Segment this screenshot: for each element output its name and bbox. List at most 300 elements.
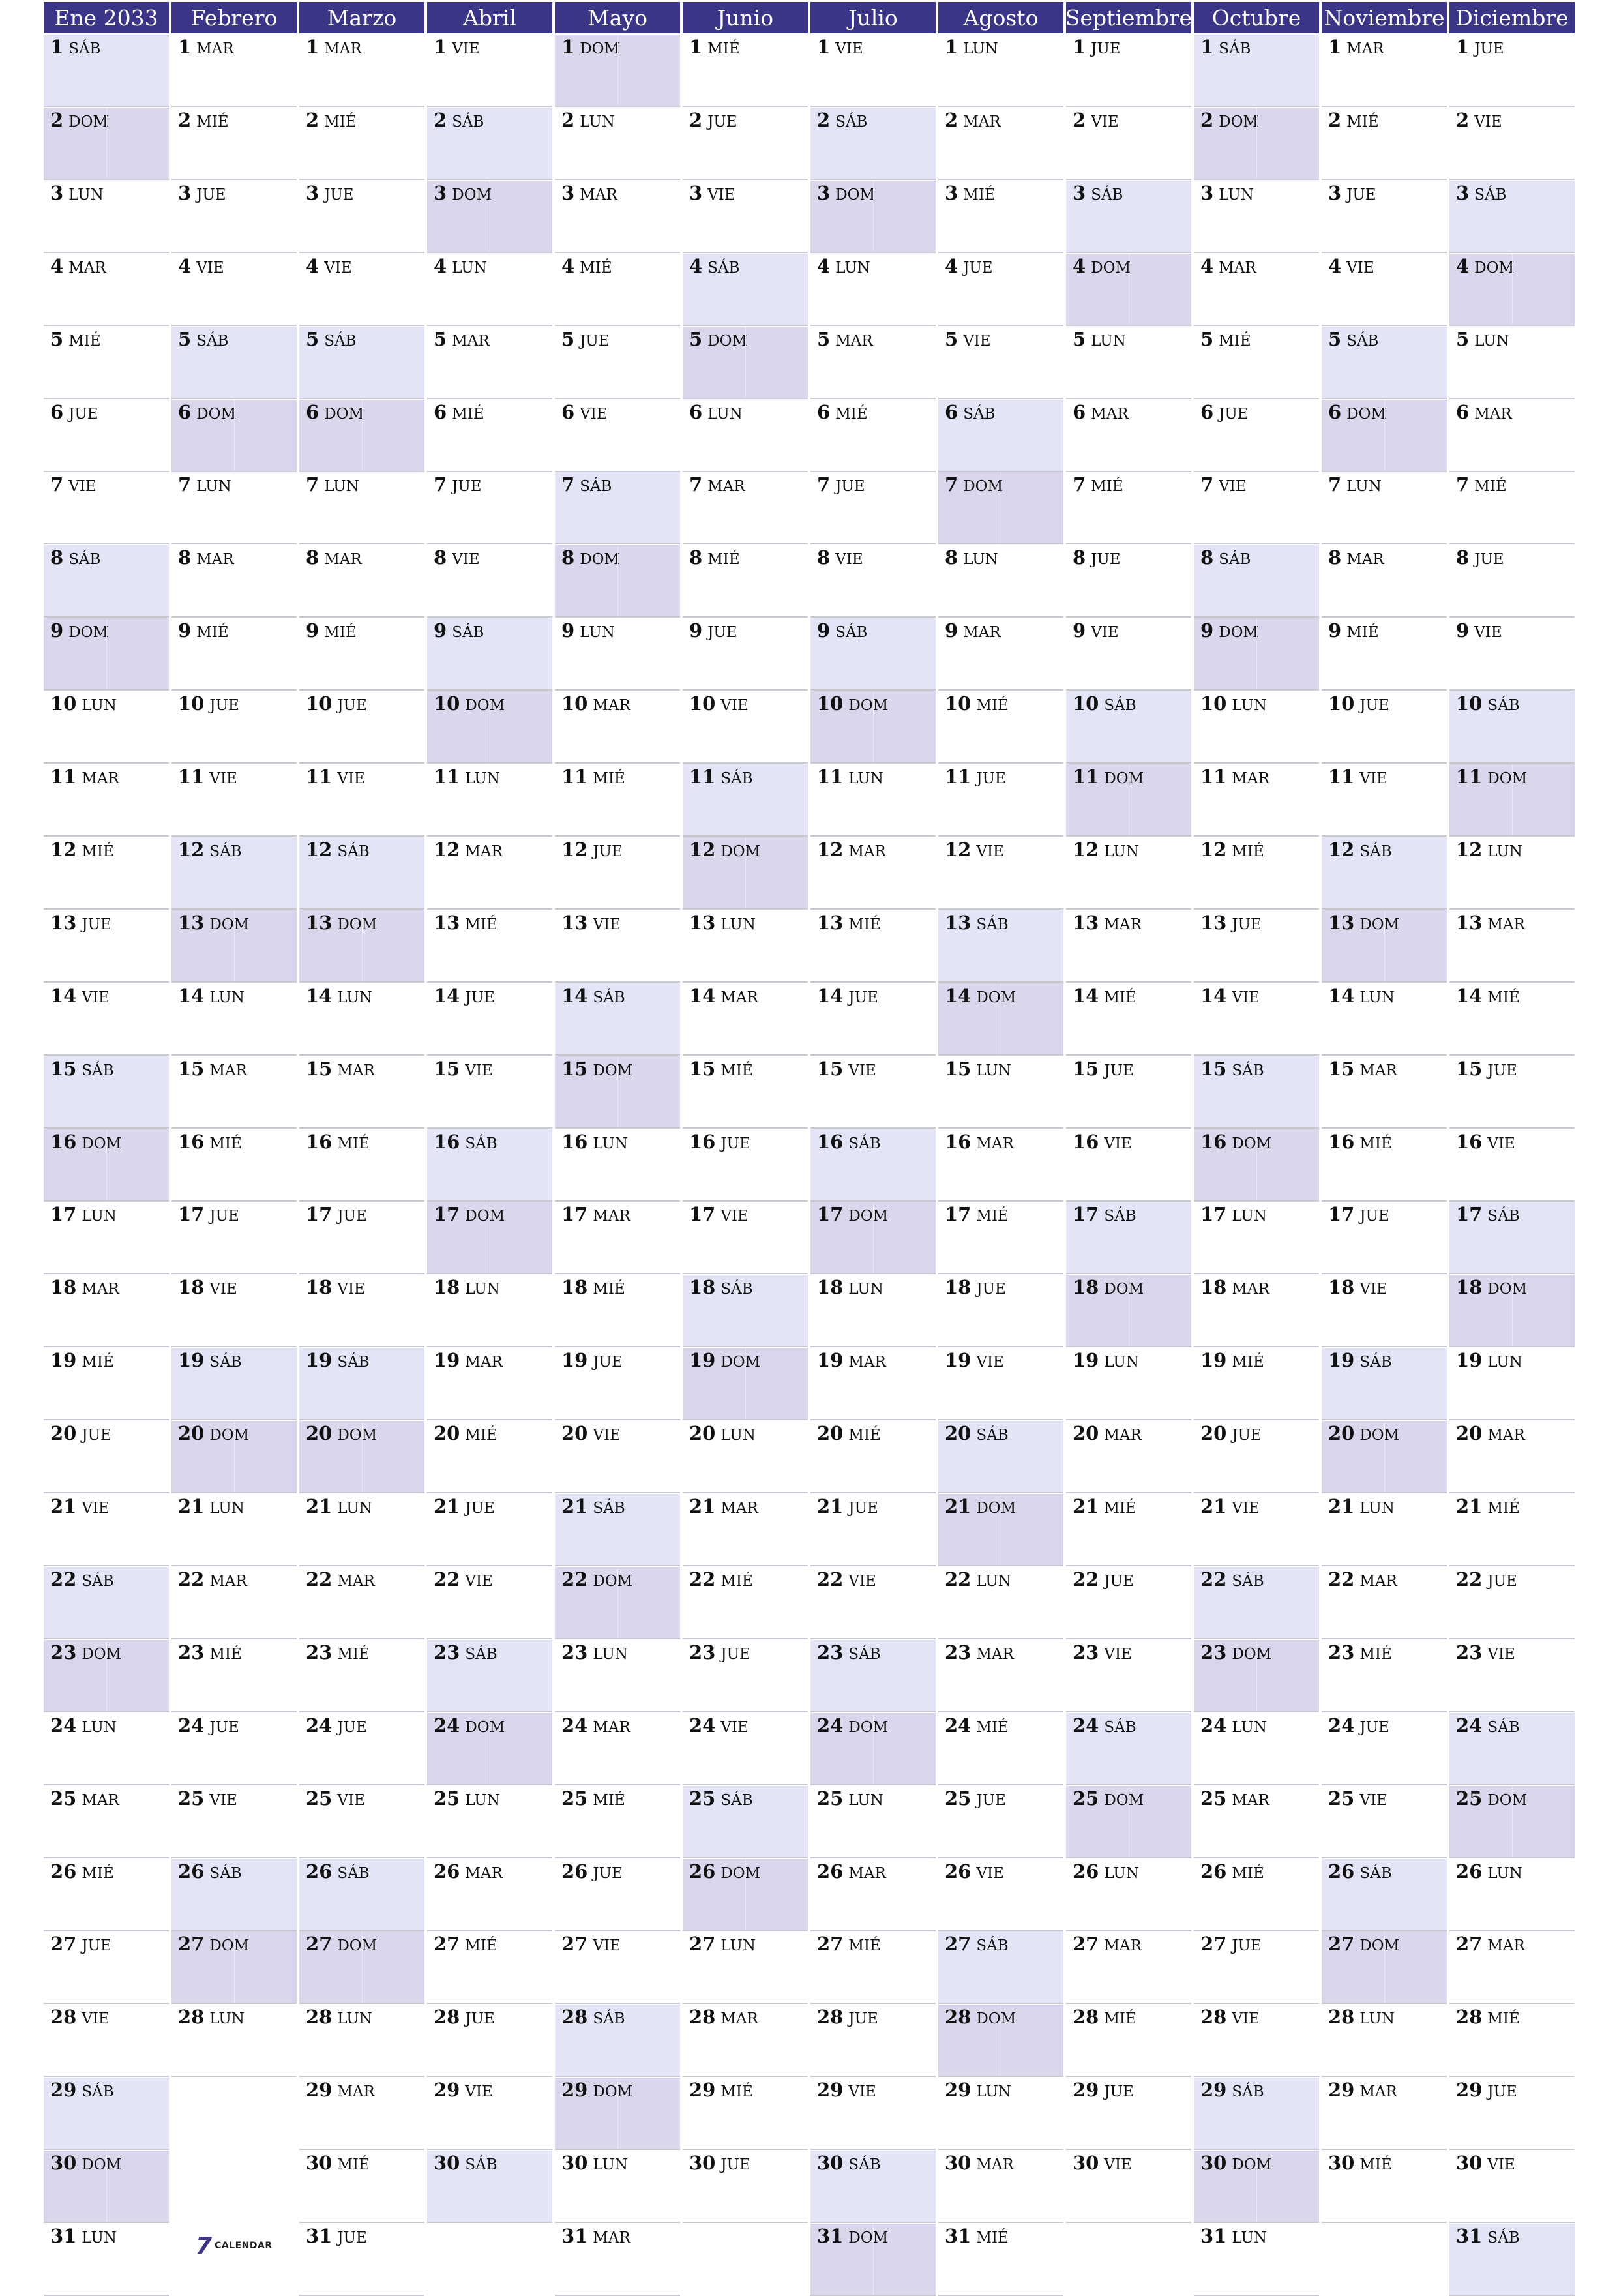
day-cell[interactable] bbox=[810, 983, 936, 1056]
day-cell[interactable] bbox=[299, 472, 424, 544]
day-cell[interactable] bbox=[171, 764, 297, 837]
day-cell[interactable] bbox=[1322, 327, 1447, 399]
day-cell[interactable] bbox=[1194, 1129, 1319, 1202]
day-cell[interactable] bbox=[1322, 181, 1447, 253]
day-cell[interactable] bbox=[683, 1494, 808, 1566]
day-cell[interactable] bbox=[938, 1056, 1063, 1129]
day-cell[interactable] bbox=[810, 2151, 936, 2223]
day-cell[interactable] bbox=[1066, 400, 1191, 472]
day-cell[interactable] bbox=[555, 1931, 680, 2004]
day-cell[interactable] bbox=[938, 2005, 1063, 2077]
day-cell[interactable] bbox=[938, 910, 1063, 983]
day-cell[interactable] bbox=[1066, 910, 1191, 983]
day-cell[interactable] bbox=[555, 2078, 680, 2150]
day-cell[interactable] bbox=[810, 1494, 936, 1566]
day-cell[interactable] bbox=[1066, 1421, 1191, 1493]
day-cell[interactable] bbox=[299, 1421, 424, 1493]
day-cell[interactable] bbox=[427, 1421, 552, 1493]
day-cell[interactable] bbox=[555, 764, 680, 837]
day-cell[interactable] bbox=[44, 1202, 169, 1274]
day-cell[interactable] bbox=[810, 327, 936, 399]
day-cell[interactable] bbox=[938, 400, 1063, 472]
day-cell[interactable] bbox=[810, 181, 936, 253]
day-cell[interactable] bbox=[44, 2078, 169, 2150]
day-cell[interactable] bbox=[810, 1348, 936, 1420]
day-cell[interactable] bbox=[171, 35, 297, 107]
day-cell[interactable] bbox=[810, 837, 936, 910]
day-cell[interactable] bbox=[1194, 618, 1319, 691]
day-cell[interactable] bbox=[555, 2005, 680, 2077]
day-cell[interactable] bbox=[44, 983, 169, 1056]
day-cell[interactable] bbox=[427, 618, 552, 691]
day-cell[interactable] bbox=[938, 108, 1063, 180]
day-cell[interactable] bbox=[938, 837, 1063, 910]
day-cell[interactable] bbox=[810, 1713, 936, 1785]
day-cell[interactable] bbox=[44, 837, 169, 910]
day-cell[interactable] bbox=[1194, 1494, 1319, 1566]
day-cell[interactable] bbox=[938, 181, 1063, 253]
day-cell[interactable] bbox=[1449, 2078, 1575, 2150]
day-cell[interactable] bbox=[44, 108, 169, 180]
day-cell[interactable] bbox=[1449, 837, 1575, 910]
day-cell[interactable] bbox=[299, 35, 424, 107]
day-cell[interactable] bbox=[1449, 983, 1575, 1056]
day-cell[interactable] bbox=[171, 472, 297, 544]
day-cell[interactable] bbox=[44, 181, 169, 253]
day-cell[interactable] bbox=[171, 1859, 297, 1931]
day-cell[interactable] bbox=[1322, 1786, 1447, 1858]
day-cell[interactable] bbox=[1449, 1713, 1575, 1785]
day-cell[interactable] bbox=[938, 2224, 1063, 2296]
day-cell[interactable] bbox=[1449, 1567, 1575, 1639]
day-cell[interactable] bbox=[171, 400, 297, 472]
day-cell[interactable] bbox=[299, 254, 424, 326]
day-cell[interactable] bbox=[683, 1567, 808, 1639]
day-cell[interactable] bbox=[938, 1640, 1063, 1712]
day-cell[interactable] bbox=[44, 910, 169, 983]
day-cell[interactable] bbox=[1449, 35, 1575, 107]
day-cell[interactable] bbox=[1066, 1567, 1191, 1639]
day-cell[interactable] bbox=[171, 618, 297, 691]
day-cell[interactable] bbox=[427, 327, 552, 399]
day-cell[interactable] bbox=[1194, 910, 1319, 983]
day-cell[interactable] bbox=[683, 1202, 808, 1274]
day-cell[interactable] bbox=[1066, 1056, 1191, 1129]
day-cell[interactable] bbox=[1194, 327, 1319, 399]
day-cell[interactable] bbox=[1066, 618, 1191, 691]
day-cell[interactable] bbox=[938, 1859, 1063, 1931]
day-cell[interactable] bbox=[1066, 1275, 1191, 1347]
day-cell[interactable] bbox=[171, 1494, 297, 1566]
day-cell[interactable] bbox=[427, 1713, 552, 1785]
day-cell[interactable] bbox=[810, 1421, 936, 1493]
day-cell[interactable] bbox=[555, 400, 680, 472]
day-cell[interactable] bbox=[1194, 691, 1319, 764]
day-cell[interactable] bbox=[938, 254, 1063, 326]
day-cell[interactable] bbox=[810, 2224, 936, 2296]
day-cell[interactable] bbox=[938, 1421, 1063, 1493]
day-cell[interactable] bbox=[171, 254, 297, 326]
day-cell[interactable] bbox=[1449, 1275, 1575, 1347]
day-cell[interactable] bbox=[1322, 910, 1447, 983]
day-cell[interactable] bbox=[555, 1713, 680, 1785]
day-cell[interactable] bbox=[1066, 691, 1191, 764]
day-cell[interactable] bbox=[810, 1859, 936, 1931]
day-cell[interactable] bbox=[555, 910, 680, 983]
day-cell[interactable] bbox=[171, 327, 297, 399]
day-cell[interactable] bbox=[555, 1786, 680, 1858]
day-cell[interactable] bbox=[427, 2005, 552, 2077]
day-cell[interactable] bbox=[427, 545, 552, 618]
day-cell[interactable] bbox=[1066, 1640, 1191, 1712]
day-cell[interactable] bbox=[1322, 400, 1447, 472]
day-cell[interactable] bbox=[683, 2151, 808, 2223]
day-cell[interactable] bbox=[1322, 35, 1447, 107]
day-cell[interactable] bbox=[171, 2005, 297, 2077]
day-cell[interactable] bbox=[810, 1275, 936, 1347]
day-cell[interactable] bbox=[44, 2151, 169, 2223]
day-cell[interactable] bbox=[1322, 618, 1447, 691]
day-cell[interactable] bbox=[938, 691, 1063, 764]
day-cell[interactable] bbox=[555, 1494, 680, 1566]
day-cell[interactable] bbox=[1449, 1421, 1575, 1493]
day-cell[interactable] bbox=[1066, 1859, 1191, 1931]
day-cell[interactable] bbox=[1194, 181, 1319, 253]
day-cell[interactable] bbox=[171, 1640, 297, 1712]
day-cell[interactable] bbox=[938, 618, 1063, 691]
day-cell[interactable] bbox=[44, 618, 169, 691]
day-cell[interactable] bbox=[1449, 472, 1575, 544]
day-cell[interactable] bbox=[1322, 1129, 1447, 1202]
day-cell[interactable] bbox=[555, 983, 680, 1056]
day-cell[interactable] bbox=[1449, 1786, 1575, 1858]
day-cell[interactable] bbox=[171, 910, 297, 983]
day-cell[interactable] bbox=[299, 1494, 424, 1566]
day-cell[interactable] bbox=[810, 1129, 936, 1202]
day-cell[interactable] bbox=[938, 1786, 1063, 1858]
day-cell[interactable] bbox=[1066, 108, 1191, 180]
day-cell[interactable] bbox=[1066, 1202, 1191, 1274]
day-cell[interactable] bbox=[1449, 2224, 1575, 2296]
day-cell[interactable] bbox=[171, 1786, 297, 1858]
day-cell[interactable] bbox=[555, 35, 680, 107]
day-cell[interactable] bbox=[299, 2078, 424, 2150]
day-cell[interactable] bbox=[683, 1640, 808, 1712]
day-cell[interactable] bbox=[427, 2078, 552, 2150]
day-cell[interactable] bbox=[171, 1348, 297, 1420]
day-cell[interactable] bbox=[171, 1713, 297, 1785]
day-cell[interactable] bbox=[683, 2078, 808, 2150]
day-cell[interactable] bbox=[555, 1348, 680, 1420]
day-cell[interactable] bbox=[1449, 2151, 1575, 2223]
day-cell[interactable] bbox=[427, 1931, 552, 2004]
day-cell[interactable] bbox=[938, 2151, 1063, 2223]
day-cell[interactable] bbox=[683, 327, 808, 399]
day-cell[interactable] bbox=[555, 1202, 680, 1274]
day-cell[interactable] bbox=[1322, 2005, 1447, 2077]
day-cell[interactable] bbox=[938, 1348, 1063, 1420]
day-cell[interactable] bbox=[810, 400, 936, 472]
day-cell[interactable] bbox=[1066, 327, 1191, 399]
day-cell[interactable] bbox=[938, 1275, 1063, 1347]
day-cell[interactable] bbox=[171, 1275, 297, 1347]
day-cell[interactable] bbox=[1449, 618, 1575, 691]
day-cell[interactable] bbox=[299, 837, 424, 910]
day-cell[interactable] bbox=[427, 1494, 552, 1566]
day-cell[interactable] bbox=[299, 1786, 424, 1858]
day-cell[interactable] bbox=[555, 2224, 680, 2296]
day-cell[interactable] bbox=[683, 1786, 808, 1858]
day-cell[interactable] bbox=[555, 1421, 680, 1493]
day-cell[interactable] bbox=[299, 2151, 424, 2223]
day-cell[interactable] bbox=[555, 1056, 680, 1129]
day-cell[interactable] bbox=[683, 35, 808, 107]
day-cell[interactable] bbox=[1194, 254, 1319, 326]
day-cell[interactable] bbox=[555, 545, 680, 618]
day-cell[interactable] bbox=[44, 1275, 169, 1347]
day-cell[interactable] bbox=[1322, 254, 1447, 326]
day-cell[interactable] bbox=[1194, 1275, 1319, 1347]
day-cell[interactable] bbox=[1322, 1713, 1447, 1785]
day-cell[interactable] bbox=[938, 1931, 1063, 2004]
day-cell[interactable] bbox=[555, 2151, 680, 2223]
day-cell[interactable] bbox=[555, 837, 680, 910]
day-cell[interactable] bbox=[299, 1931, 424, 2004]
day-cell[interactable] bbox=[555, 1640, 680, 1712]
day-cell[interactable] bbox=[427, 35, 552, 107]
day-cell[interactable] bbox=[427, 1275, 552, 1347]
day-cell[interactable] bbox=[171, 1129, 297, 1202]
day-cell[interactable] bbox=[1322, 691, 1447, 764]
day-cell[interactable] bbox=[427, 1129, 552, 1202]
day-cell[interactable] bbox=[1449, 1348, 1575, 1420]
day-cell[interactable] bbox=[171, 837, 297, 910]
day-cell[interactable] bbox=[683, 1713, 808, 1785]
day-cell[interactable] bbox=[299, 1640, 424, 1712]
day-cell[interactable] bbox=[1194, 2078, 1319, 2150]
day-cell[interactable] bbox=[1066, 2005, 1191, 2077]
day-cell[interactable] bbox=[810, 618, 936, 691]
day-cell[interactable] bbox=[427, 1056, 552, 1129]
day-cell[interactable] bbox=[427, 1640, 552, 1712]
day-cell[interactable] bbox=[1194, 472, 1319, 544]
day-cell[interactable] bbox=[1449, 545, 1575, 618]
day-cell[interactable] bbox=[683, 1275, 808, 1347]
day-cell[interactable] bbox=[683, 472, 808, 544]
day-cell[interactable] bbox=[299, 1567, 424, 1639]
day-cell[interactable] bbox=[810, 1786, 936, 1858]
day-cell[interactable] bbox=[171, 1567, 297, 1639]
day-cell[interactable] bbox=[1322, 1056, 1447, 1129]
day-cell[interactable] bbox=[299, 2005, 424, 2077]
day-cell[interactable] bbox=[427, 1859, 552, 1931]
day-cell[interactable] bbox=[810, 1056, 936, 1129]
day-cell[interactable] bbox=[427, 2151, 552, 2223]
day-cell[interactable] bbox=[683, 764, 808, 837]
day-cell[interactable] bbox=[427, 181, 552, 253]
day-cell[interactable] bbox=[1449, 764, 1575, 837]
day-cell[interactable] bbox=[1066, 472, 1191, 544]
day-cell[interactable] bbox=[299, 545, 424, 618]
day-cell[interactable] bbox=[1322, 1348, 1447, 1420]
day-cell[interactable] bbox=[810, 1931, 936, 2004]
day-cell[interactable] bbox=[1322, 837, 1447, 910]
day-cell[interactable] bbox=[1449, 1202, 1575, 1274]
day-cell[interactable] bbox=[1066, 181, 1191, 253]
day-cell[interactable] bbox=[683, 400, 808, 472]
day-cell[interactable] bbox=[1322, 2151, 1447, 2223]
day-cell[interactable] bbox=[1194, 1056, 1319, 1129]
day-cell[interactable] bbox=[299, 618, 424, 691]
day-cell[interactable] bbox=[683, 1348, 808, 1420]
day-cell[interactable] bbox=[171, 983, 297, 1056]
day-cell[interactable] bbox=[1194, 108, 1319, 180]
day-cell[interactable] bbox=[1322, 472, 1447, 544]
day-cell[interactable] bbox=[1066, 1786, 1191, 1858]
day-cell[interactable] bbox=[555, 108, 680, 180]
day-cell[interactable] bbox=[1322, 1202, 1447, 1274]
day-cell[interactable] bbox=[683, 1859, 808, 1931]
day-cell[interactable] bbox=[427, 400, 552, 472]
day-cell[interactable] bbox=[44, 1421, 169, 1493]
day-cell[interactable] bbox=[1322, 1567, 1447, 1639]
day-cell[interactable] bbox=[299, 1056, 424, 1129]
day-cell[interactable] bbox=[1066, 1129, 1191, 1202]
day-cell[interactable] bbox=[299, 327, 424, 399]
day-cell[interactable] bbox=[938, 1202, 1063, 1274]
day-cell[interactable] bbox=[299, 181, 424, 253]
day-cell[interactable] bbox=[683, 837, 808, 910]
day-cell[interactable] bbox=[1322, 108, 1447, 180]
day-cell[interactable] bbox=[44, 1713, 169, 1785]
day-cell[interactable] bbox=[1449, 1494, 1575, 1566]
day-cell[interactable] bbox=[938, 764, 1063, 837]
day-cell[interactable] bbox=[299, 910, 424, 983]
day-cell[interactable] bbox=[683, 254, 808, 326]
day-cell[interactable] bbox=[171, 108, 297, 180]
day-cell[interactable] bbox=[810, 545, 936, 618]
day-cell[interactable] bbox=[810, 764, 936, 837]
day-cell[interactable] bbox=[1194, 1202, 1319, 1274]
day-cell[interactable] bbox=[1194, 2224, 1319, 2296]
day-cell[interactable] bbox=[1322, 1421, 1447, 1493]
day-cell[interactable] bbox=[810, 108, 936, 180]
day-cell[interactable] bbox=[427, 691, 552, 764]
day-cell[interactable] bbox=[1194, 2005, 1319, 2077]
day-cell[interactable] bbox=[1449, 1931, 1575, 2004]
day-cell[interactable] bbox=[1322, 764, 1447, 837]
day-cell[interactable] bbox=[44, 2224, 169, 2296]
day-cell[interactable] bbox=[299, 691, 424, 764]
day-cell[interactable] bbox=[44, 1494, 169, 1566]
day-cell[interactable] bbox=[299, 108, 424, 180]
day-cell[interactable] bbox=[555, 254, 680, 326]
day-cell[interactable] bbox=[1449, 327, 1575, 399]
day-cell[interactable] bbox=[938, 545, 1063, 618]
day-cell[interactable] bbox=[1066, 545, 1191, 618]
day-cell[interactable] bbox=[938, 2078, 1063, 2150]
day-cell[interactable] bbox=[1449, 1129, 1575, 1202]
day-cell[interactable] bbox=[938, 472, 1063, 544]
day-cell[interactable] bbox=[1066, 254, 1191, 326]
day-cell[interactable] bbox=[1322, 1640, 1447, 1712]
day-cell[interactable] bbox=[44, 1859, 169, 1931]
day-cell[interactable] bbox=[1322, 545, 1447, 618]
day-cell[interactable] bbox=[1322, 1275, 1447, 1347]
day-cell[interactable] bbox=[299, 1713, 424, 1785]
day-cell[interactable] bbox=[171, 545, 297, 618]
day-cell[interactable] bbox=[1066, 35, 1191, 107]
day-cell[interactable] bbox=[555, 181, 680, 253]
day-cell[interactable] bbox=[555, 1275, 680, 1347]
day-cell[interactable] bbox=[1066, 2078, 1191, 2150]
day-cell[interactable] bbox=[1322, 1859, 1447, 1931]
day-cell[interactable] bbox=[171, 181, 297, 253]
day-cell[interactable] bbox=[683, 2005, 808, 2077]
day-cell[interactable] bbox=[44, 1786, 169, 1858]
day-cell[interactable] bbox=[938, 1494, 1063, 1566]
day-cell[interactable] bbox=[427, 472, 552, 544]
day-cell[interactable] bbox=[299, 983, 424, 1056]
day-cell[interactable] bbox=[427, 764, 552, 837]
day-cell[interactable] bbox=[555, 618, 680, 691]
day-cell[interactable] bbox=[810, 2078, 936, 2150]
day-cell[interactable] bbox=[1194, 1421, 1319, 1493]
day-cell[interactable] bbox=[1322, 1494, 1447, 1566]
day-cell[interactable] bbox=[1194, 35, 1319, 107]
day-cell[interactable] bbox=[810, 691, 936, 764]
day-cell[interactable] bbox=[938, 983, 1063, 1056]
day-cell[interactable] bbox=[44, 472, 169, 544]
day-cell[interactable] bbox=[1194, 837, 1319, 910]
day-cell[interactable] bbox=[427, 983, 552, 1056]
day-cell[interactable] bbox=[1449, 2005, 1575, 2077]
day-cell[interactable] bbox=[1449, 1640, 1575, 1712]
day-cell[interactable] bbox=[171, 1202, 297, 1274]
day-cell[interactable] bbox=[1449, 1056, 1575, 1129]
day-cell[interactable] bbox=[810, 2005, 936, 2077]
day-cell[interactable] bbox=[44, 545, 169, 618]
day-cell[interactable] bbox=[683, 545, 808, 618]
day-cell[interactable] bbox=[44, 1348, 169, 1420]
day-cell[interactable] bbox=[1194, 1640, 1319, 1712]
day-cell[interactable] bbox=[299, 1348, 424, 1420]
day-cell[interactable] bbox=[810, 472, 936, 544]
day-cell[interactable] bbox=[299, 1129, 424, 1202]
day-cell[interactable] bbox=[1449, 1859, 1575, 1931]
day-cell[interactable] bbox=[810, 910, 936, 983]
day-cell[interactable] bbox=[1066, 1494, 1191, 1566]
day-cell[interactable] bbox=[44, 1567, 169, 1639]
day-cell[interactable] bbox=[555, 1859, 680, 1931]
day-cell[interactable] bbox=[171, 1421, 297, 1493]
day-cell[interactable] bbox=[427, 1348, 552, 1420]
day-cell[interactable] bbox=[1194, 1931, 1319, 2004]
day-cell[interactable] bbox=[555, 327, 680, 399]
day-cell[interactable] bbox=[44, 35, 169, 107]
day-cell[interactable] bbox=[1194, 545, 1319, 618]
day-cell[interactable] bbox=[299, 400, 424, 472]
day-cell[interactable] bbox=[44, 400, 169, 472]
day-cell[interactable] bbox=[1449, 910, 1575, 983]
day-cell[interactable] bbox=[1066, 2151, 1191, 2223]
day-cell[interactable] bbox=[555, 1129, 680, 1202]
day-cell[interactable] bbox=[1066, 1713, 1191, 1785]
day-cell[interactable] bbox=[683, 1056, 808, 1129]
day-cell[interactable] bbox=[1322, 983, 1447, 1056]
day-cell[interactable] bbox=[1194, 1786, 1319, 1858]
day-cell[interactable] bbox=[1449, 254, 1575, 326]
